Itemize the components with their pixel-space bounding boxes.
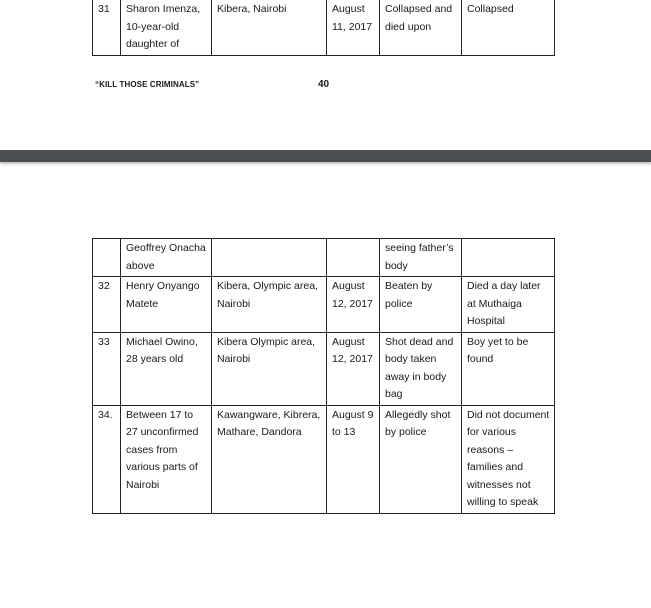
cause: Allegedly shot by police [380, 405, 462, 513]
row-number: 32 [93, 277, 121, 333]
outcome: Collapsed [462, 0, 555, 55]
location: Kawangware, Kibrera, Mathare, Dandora [212, 405, 327, 513]
row-number: 34. [93, 405, 121, 513]
location: Kibera, Olympic area, Nairobi [212, 277, 327, 333]
running-footer-title: “KILL THOSE CRIMINALS” [95, 80, 200, 89]
table-row [93, 405, 555, 513]
victim-name: Geoffrey Onacha above [121, 239, 212, 277]
table-row [93, 332, 555, 405]
date: August 12, 2017 [327, 332, 380, 405]
table-row [93, 277, 555, 333]
row-number [93, 239, 121, 277]
date: August 9 to 13 [327, 405, 380, 513]
victim-name: Between 17 to 27 unconfirmed cases from various parts of Nairobi [121, 405, 212, 513]
cause: Beaten by police [380, 277, 462, 333]
table-row [93, 239, 555, 277]
outcome: Boy yet to be found [462, 332, 555, 405]
victim-name: Henry Onyango Matete [121, 277, 212, 333]
date: August 12, 2017 [327, 277, 380, 333]
date: August 11, 2017 [327, 0, 380, 55]
table-row [93, 0, 555, 55]
victims-table [92, 238, 555, 514]
cause: Shot dead and body taken away in body bag [380, 332, 462, 405]
date [327, 239, 380, 277]
page-number: 40 [318, 79, 330, 90]
row-number: 33 [93, 332, 121, 405]
location [212, 239, 327, 277]
row-number: 31 [93, 0, 121, 55]
cause: seeing father’s body [380, 239, 462, 277]
victim-name: Michael Owino, 28 years old [121, 332, 212, 405]
outcome: Died a day later at Muthaiga Hospital [462, 277, 555, 333]
outcome [462, 239, 555, 277]
victims-table-continued [92, 0, 555, 56]
cause: Collapsed and died upon [380, 0, 462, 55]
location: Kibera Olympic area, Nairobi [212, 332, 327, 405]
victim-name: Sharon Imenza, 10-year-old daughter of [121, 0, 212, 55]
outcome: Did not document for various reasons – families and witnesses not willing to speak [462, 405, 555, 513]
location: Kibera, Nairobi [212, 0, 327, 55]
page-separator [0, 150, 651, 162]
